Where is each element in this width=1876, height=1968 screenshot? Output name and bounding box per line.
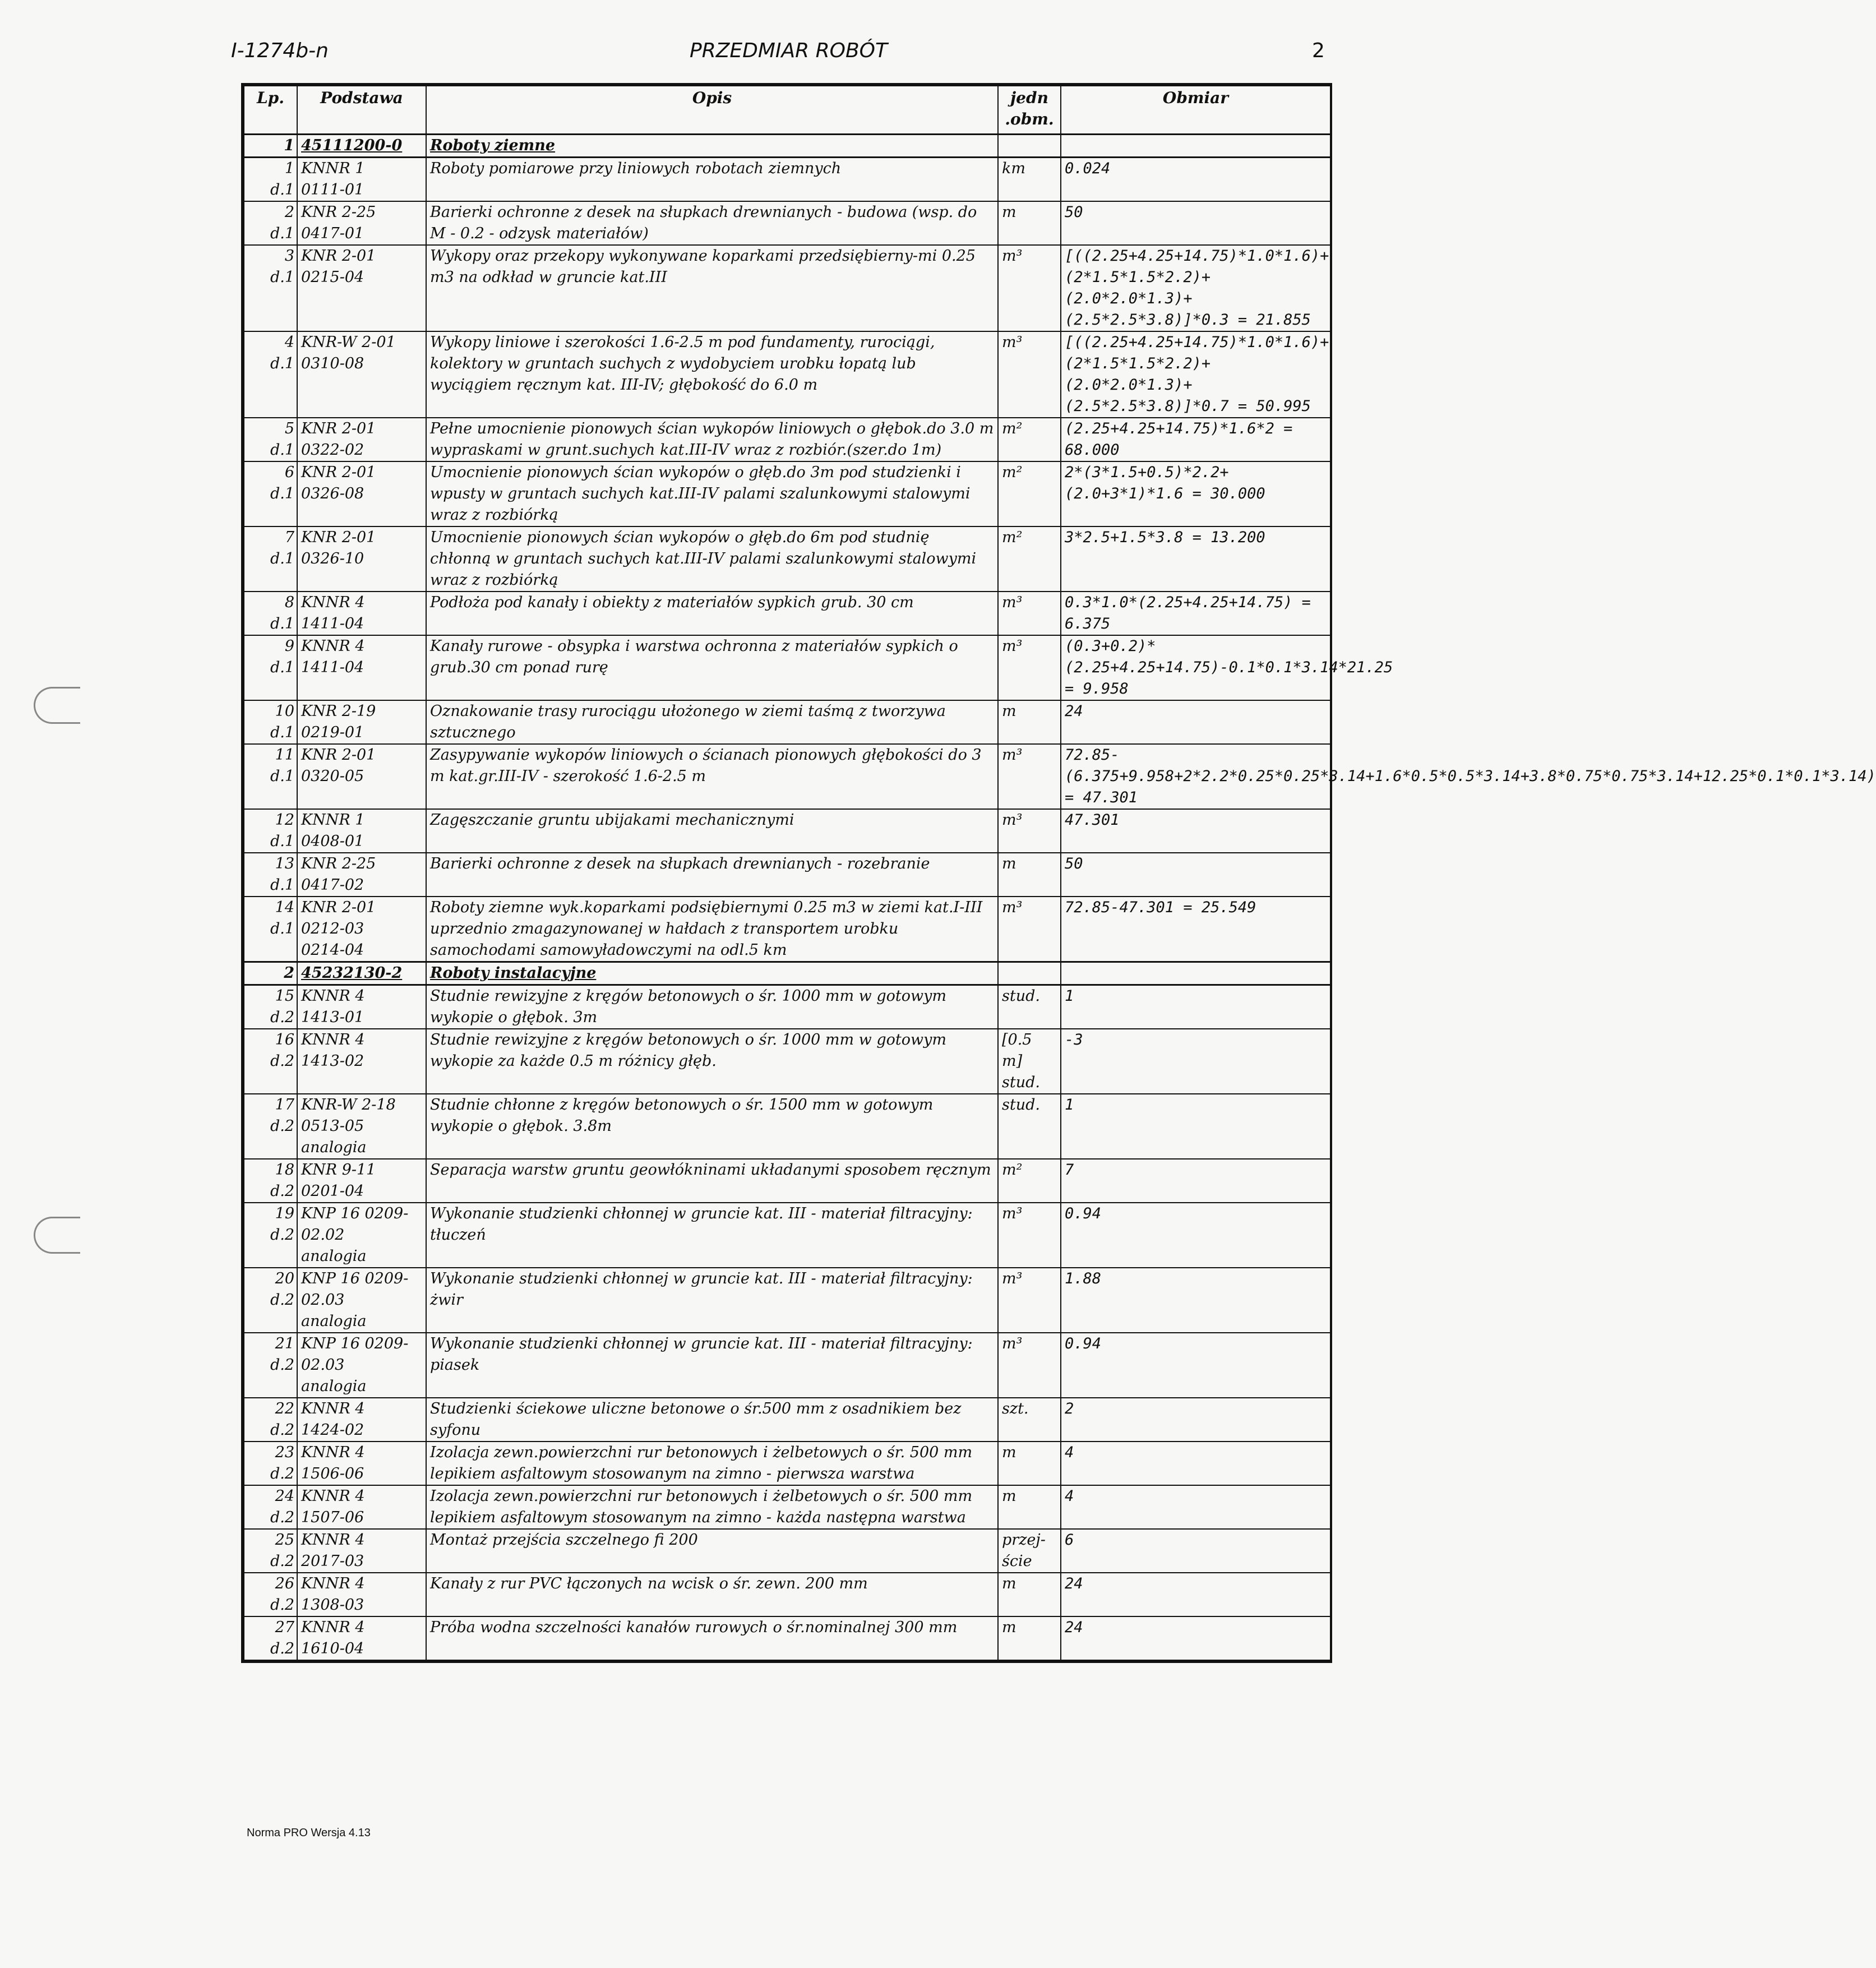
- table-row: [244, 201, 1330, 245]
- table-row: [244, 1398, 1330, 1442]
- cell-lp: 10 d.1: [244, 700, 297, 744]
- cell-jedn: m: [998, 1616, 1061, 1660]
- cell-opis: Umocnienie pionowych ścian wykopów o głęb.do 3m pod studzienki i wpusty w gruntach suchych kat.III-IV palami szalunkowymi stalowymi wraz z rozbiórką: [426, 461, 998, 526]
- cell-lp: 25 d.2: [244, 1529, 297, 1573]
- cell-podstawa: KNR 2-01 0212-03 0214-04: [297, 897, 426, 962]
- cell-opis: Studzienki ściekowe uliczne betonowe o śr.500 mm z osadnikiem bez syfonu: [426, 1398, 998, 1442]
- cell-podstawa: KNR-W 2-18 0513-05 analogia: [297, 1094, 426, 1159]
- cell-opis: Izolacja zewn.powierzchni rur betonowych i żelbetowych o śr. 500 mm lepikiem asfaltowym stosowanym na zimno - pierwsza warstwa: [426, 1442, 998, 1485]
- table-row: [244, 985, 1330, 1029]
- cell-obmiar: 1.88: [1061, 1268, 1330, 1333]
- cell-jedn: m²: [998, 461, 1061, 526]
- cell-lp: 13 d.1: [244, 853, 297, 897]
- cell-obmiar: 72.85-47.301 = 25.549: [1061, 897, 1330, 962]
- cell-lp: 11 d.1: [244, 744, 297, 809]
- cell-podstawa: KNR 2-01 0320-05: [297, 744, 426, 809]
- cell-opis: Wykonanie studzienki chłonnej w gruncie kat. III - materiał filtracyjny: żwir: [426, 1268, 998, 1333]
- cell-lp: 3 d.1: [244, 245, 297, 331]
- cell-jedn: m³: [998, 331, 1061, 418]
- cell-podstawa: KNNR 1 0408-01: [297, 809, 426, 853]
- table-row: [244, 1616, 1330, 1660]
- cell-jedn: m³: [998, 1268, 1061, 1333]
- cell-obmiar: 4: [1061, 1442, 1330, 1485]
- cell-podstawa: KNR 2-01 0215-04: [297, 245, 426, 331]
- page-number: 2: [1312, 39, 1325, 62]
- cell-opis: Próba wodna szczelności kanałów rurowych o śr.nominalnej 300 mm: [426, 1616, 998, 1660]
- cell-lp: 20 d.2: [244, 1268, 297, 1333]
- section-row: [244, 135, 1330, 158]
- column-header-lp: Lp.: [244, 86, 297, 135]
- cell-jedn: m³: [998, 809, 1061, 853]
- cell-podstawa: KNNR 4 1413-02: [297, 1029, 426, 1094]
- table-row: [244, 245, 1330, 331]
- section-row: [244, 962, 1330, 985]
- cell-podstawa: KNP 16 0209- 02.03 analogia: [297, 1268, 426, 1333]
- table-header-row: [244, 86, 1330, 135]
- cell-opis: Podłoża pod kanały i obiekty z materiałów sypkich grub. 30 cm: [426, 592, 998, 635]
- column-header-podstawa: Podstawa: [297, 86, 426, 135]
- table-row: [244, 526, 1330, 592]
- cell-obmiar: 24: [1061, 1573, 1330, 1616]
- cell-obmiar: 4: [1061, 1485, 1330, 1529]
- table-row: [244, 158, 1330, 202]
- cell-podstawa: KNR 2-01 0322-02: [297, 418, 426, 461]
- cell-jedn: szt.: [998, 1398, 1061, 1442]
- cell-lp: 5 d.1: [244, 418, 297, 461]
- cell-podstawa: KNNR 4 1610-04: [297, 1616, 426, 1660]
- cell-obmiar: -3: [1061, 1029, 1330, 1094]
- cell-opis: Zagęszczanie gruntu ubijakami mechanicznymi: [426, 809, 998, 853]
- software-footer: Norma PRO Wersja 4.13: [247, 1827, 371, 1839]
- cell-jedn: m³: [998, 897, 1061, 962]
- cell-lp: 24 d.2: [244, 1485, 297, 1529]
- cell-lp: 12 d.1: [244, 809, 297, 853]
- cell-obmiar: 24: [1061, 700, 1330, 744]
- cell-opis: Oznakowanie trasy rurociągu ułożonego w ziemi taśmą z tworzywa sztucznego: [426, 700, 998, 744]
- table-row: [244, 592, 1330, 635]
- cell-lp: 6 d.1: [244, 461, 297, 526]
- cell-podstawa: KNR-W 2-01 0310-08: [297, 331, 426, 418]
- cell-obmiar: 24: [1061, 1616, 1330, 1660]
- cell-obmiar: [((2.25+4.25+14.75)*1.0*1.6)+(2*1.5*1.5*2.2)+(2.0*2.0*1.3)+(2.5*2.5*3.8)]*0.7 = 50.995: [1061, 331, 1330, 418]
- cell-obmiar: 0.94: [1061, 1203, 1330, 1268]
- cell-jedn: m: [998, 1573, 1061, 1616]
- cell-lp: 23 d.2: [244, 1442, 297, 1485]
- cell-lp: 18 d.2: [244, 1159, 297, 1203]
- column-header-obmiar: Obmiar: [1061, 86, 1330, 135]
- table-row: [244, 853, 1330, 897]
- cell-opis: Roboty ziemne: [426, 135, 998, 158]
- table-row: [244, 1442, 1330, 1485]
- table-row: [244, 331, 1330, 418]
- cell-lp: 7 d.1: [244, 526, 297, 592]
- page-title: PRZEDMIAR ROBÓT: [690, 39, 888, 62]
- cell-jedn: przej- ście: [998, 1529, 1061, 1573]
- cell-opis: Wykonanie studzienki chłonnej w gruncie kat. III - materiał filtracyjny: tłuczeń: [426, 1203, 998, 1268]
- table-row: [244, 1573, 1330, 1616]
- cell-podstawa: KNR 2-19 0219-01: [297, 700, 426, 744]
- table-row: [244, 1268, 1330, 1333]
- cell-lp: 4 d.1: [244, 331, 297, 418]
- cell-podstawa: KNNR 4 2017-03: [297, 1529, 426, 1573]
- cell-obmiar: 6: [1061, 1529, 1330, 1573]
- cell-lp: 14 d.1: [244, 897, 297, 962]
- column-header-opis: Opis: [426, 86, 998, 135]
- table-row: [244, 897, 1330, 962]
- cell-podstawa: KNP 16 0209- 02.03 analogia: [297, 1333, 426, 1398]
- cell-obmiar: 2*(3*1.5+0.5)*2.2+(2.0+3*1)*1.6 = 30.000: [1061, 461, 1330, 526]
- cell-lp: 17 d.2: [244, 1094, 297, 1159]
- cell-opis: Studnie rewizyjne z kręgów betonowych o śr. 1000 mm w gotowym wykopie o głębok. 3m: [426, 985, 998, 1029]
- cell-podstawa: KNR 2-25 0417-01: [297, 201, 426, 245]
- cell-opis: Barierki ochronne z desek na słupkach drewnianych - rozebranie: [426, 853, 998, 897]
- cell-lp: 27 d.2: [244, 1616, 297, 1660]
- cell-opis: Roboty ziemne wyk.koparkami podsiębiernymi 0.25 m3 w ziemi kat.I-III uprzednio zmagazynowanej w hałdach z transportem urobku samochodami samowyładowczymi na odl.5 km: [426, 897, 998, 962]
- cell-opis: Zasypywanie wykopów liniowych o ścianach pionowych głębokości do 3 m kat.gr.III-IV - szerokość 1.6-2.5 m: [426, 744, 998, 809]
- cell-obmiar: 0.94: [1061, 1333, 1330, 1398]
- cell-obmiar: 3*2.5+1.5*3.8 = 13.200: [1061, 526, 1330, 592]
- cell-obmiar: 1: [1061, 1094, 1330, 1159]
- cell-podstawa: KNNR 4 1507-06: [297, 1485, 426, 1529]
- cell-podstawa: 45232130-2: [297, 962, 426, 985]
- cell-opis: Montaż przejścia szczelnego fi 200: [426, 1529, 998, 1573]
- cell-opis: Barierki ochronne z desek na słupkach drewnianych - budowa (wsp. do M - 0.2 - odzysk materiałów): [426, 201, 998, 245]
- cell-podstawa: KNNR 4 1411-04: [297, 592, 426, 635]
- cell-opis: Izolacja zewn.powierzchni rur betonowych i żelbetowych o śr. 500 mm lepikiem asfaltowym stosowanym na zimno - każda następna warstwa: [426, 1485, 998, 1529]
- cell-jedn: m: [998, 1442, 1061, 1485]
- cell-opis: Separacja warstw gruntu geowłókninami układanymi sposobem ręcznym: [426, 1159, 998, 1203]
- cell-obmiar: 50: [1061, 853, 1330, 897]
- cell-jedn: m: [998, 201, 1061, 245]
- table-row: [244, 1159, 1330, 1203]
- cell-podstawa: KNR 9-11 0201-04: [297, 1159, 426, 1203]
- cell-opis: Wykonanie studzienki chłonnej w gruncie kat. III - materiał filtracyjny: piasek: [426, 1333, 998, 1398]
- table-row: [244, 809, 1330, 853]
- cell-opis: Kanały rurowe - obsypka i warstwa ochronna z materiałów sypkich o grub.30 cm ponad rurę: [426, 635, 998, 700]
- cell-lp: 1 d.1: [244, 158, 297, 202]
- cell-jedn: m³: [998, 635, 1061, 700]
- cell-obmiar: (2.25+4.25+14.75)*1.6*2 = 68.000: [1061, 418, 1330, 461]
- document-id: I-1274b-n: [231, 39, 329, 62]
- cell-obmiar: [1061, 962, 1330, 985]
- cell-jedn: m: [998, 853, 1061, 897]
- table-row: [244, 635, 1330, 700]
- table-row: [244, 1333, 1330, 1398]
- cell-jedn: m²: [998, 418, 1061, 461]
- cell-lp: 16 d.2: [244, 1029, 297, 1094]
- cell-jedn: m³: [998, 744, 1061, 809]
- cell-lp: 2 d.1: [244, 201, 297, 245]
- cell-jedn: m³: [998, 1333, 1061, 1398]
- cell-opis: Studnie chłonne z kręgów betonowych o śr. 1500 mm w gotowym wykopie o głębok. 3.8m: [426, 1094, 998, 1159]
- cell-lp: 2: [244, 962, 297, 985]
- cell-jedn: [998, 135, 1061, 158]
- cell-podstawa: KNNR 4 1411-04: [297, 635, 426, 700]
- cell-obmiar: [((2.25+4.25+14.75)*1.0*1.6)+(2*1.5*1.5*2.2)+(2.0*2.0*1.3)+(2.5*2.5*3.8)]*0.3 = 21.855: [1061, 245, 1330, 331]
- cell-podstawa: KNNR 4 1413-01: [297, 985, 426, 1029]
- cell-opis: Kanały z rur PVC łączonych na wcisk o śr. zewn. 200 mm: [426, 1573, 998, 1616]
- cell-opis: Roboty instalacyjne: [426, 962, 998, 985]
- cell-opis: Umocnienie pionowych ścian wykopów o głęb.do 6m pod studnię chłonną w gruntach suchych kat.III-IV palami szalunkowymi stalowymi wraz z rozbiórką: [426, 526, 998, 592]
- cell-lp: 21 d.2: [244, 1333, 297, 1398]
- table-row: [244, 418, 1330, 461]
- column-header-jedn: jedn .obm.: [998, 86, 1061, 135]
- cell-lp: 26 d.2: [244, 1573, 297, 1616]
- cell-jedn: m: [998, 700, 1061, 744]
- cell-obmiar: 2: [1061, 1398, 1330, 1442]
- cell-obmiar: [1061, 135, 1330, 158]
- cell-lp: 8 d.1: [244, 592, 297, 635]
- cell-jedn: m²: [998, 1159, 1061, 1203]
- punch-hole-mark: [34, 687, 80, 724]
- cell-podstawa: KNR 2-01 0326-08: [297, 461, 426, 526]
- table-row: [244, 744, 1330, 809]
- table-row: [244, 700, 1330, 744]
- cell-obmiar: 50: [1061, 201, 1330, 245]
- cell-jedn: m: [998, 1485, 1061, 1529]
- table-row: [244, 1094, 1330, 1159]
- cell-obmiar: 72.85-(6.375+9.958+2*2.2*0.25*0.25*3.14+1.6*0.5*0.5*3.14+3.8*0.75*0.75*3.14+12.25*0.1*0.1*3.14) = 47.301: [1061, 744, 1330, 809]
- table-row: [244, 1529, 1330, 1573]
- cell-obmiar: 1: [1061, 985, 1330, 1029]
- cell-jedn: [0.5 m] stud.: [998, 1029, 1061, 1094]
- cell-podstawa: KNP 16 0209- 02.02 analogia: [297, 1203, 426, 1268]
- table-row: [244, 1485, 1330, 1529]
- cell-obmiar: 47.301: [1061, 809, 1330, 853]
- cell-podstawa: KNR 2-25 0417-02: [297, 853, 426, 897]
- cell-jedn: km: [998, 158, 1061, 202]
- cell-podstawa: 45111200-0: [297, 135, 426, 158]
- bill-of-quantities-table: [241, 83, 1876, 1663]
- cell-jedn: stud.: [998, 985, 1061, 1029]
- cell-podstawa: KNNR 4 1308-03: [297, 1573, 426, 1616]
- cell-jedn: m²: [998, 526, 1061, 592]
- cell-obmiar: 7: [1061, 1159, 1330, 1203]
- cell-jedn: m³: [998, 245, 1061, 331]
- table-row: [244, 1029, 1330, 1094]
- cell-opis: Pełne umocnienie pionowych ścian wykopów liniowych o głębok.do 3.0 m wypraskami w grunt.suchych kat.III-IV wraz z rozbiór.(szer.do 1m): [426, 418, 998, 461]
- cell-opis: Studnie rewizyjne z kręgów betonowych o śr. 1000 mm w gotowym wykopie za każde 0.5 m różnicy głęb.: [426, 1029, 998, 1094]
- cell-opis: Wykopy oraz przekopy wykonywane koparkami przedsiębierny-mi 0.25 m3 na odkład w gruncie kat.III: [426, 245, 998, 331]
- punch-hole-mark: [34, 1217, 80, 1254]
- cell-jedn: m³: [998, 1203, 1061, 1268]
- table-row: [244, 1203, 1330, 1268]
- cell-lp: 22 d.2: [244, 1398, 297, 1442]
- cell-lp: 19 d.2: [244, 1203, 297, 1268]
- cell-lp: 9 d.1: [244, 635, 297, 700]
- cell-obmiar: 0.024: [1061, 158, 1330, 202]
- cell-lp: 1: [244, 135, 297, 158]
- cell-podstawa: KNR 2-01 0326-10: [297, 526, 426, 592]
- cell-obmiar: 0.3*1.0*(2.25+4.25+14.75) = 6.375: [1061, 592, 1330, 635]
- cell-lp: 15 d.2: [244, 985, 297, 1029]
- table-row: [244, 461, 1330, 526]
- cell-jedn: [998, 962, 1061, 985]
- cell-obmiar: (0.3+0.2)*(2.25+4.25+14.75)-0.1*0.1*3.14*21.25 = 9.958: [1061, 635, 1330, 700]
- cell-jedn: stud.: [998, 1094, 1061, 1159]
- cell-podstawa: KNNR 4 1424-02: [297, 1398, 426, 1442]
- cell-podstawa: KNNR 1 0111-01: [297, 158, 426, 202]
- cell-opis: Roboty pomiarowe przy liniowych robotach ziemnych: [426, 158, 998, 202]
- cell-jedn: m³: [998, 592, 1061, 635]
- cell-opis: Wykopy liniowe i szerokości 1.6-2.5 m pod fundamenty, rurociągi, kolektory w gruntach suchych z wydobyciem urobku łopatą lub wyciągiem ręcznym kat. III-IV; głębokość do 6.0 m: [426, 331, 998, 418]
- cell-podstawa: KNNR 4 1506-06: [297, 1442, 426, 1485]
